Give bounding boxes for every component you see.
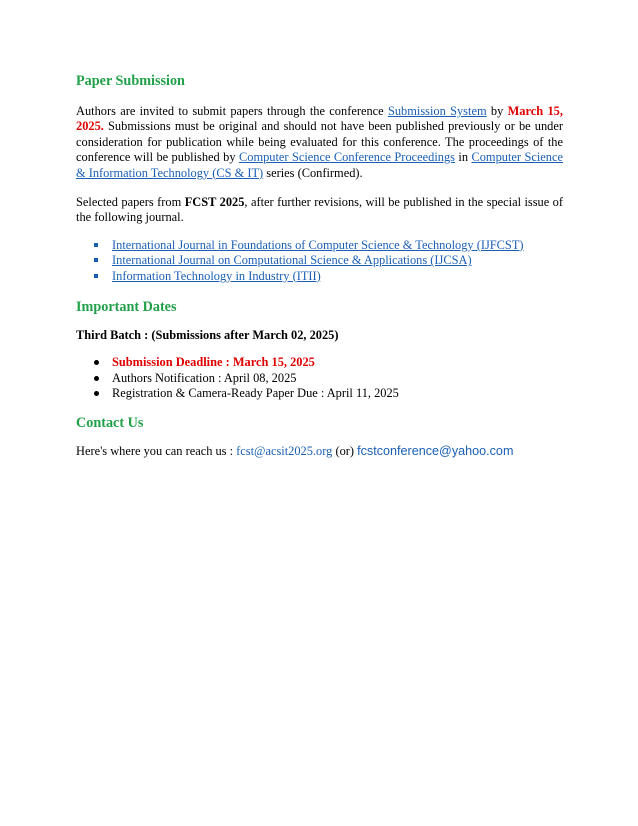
- by-text: by: [490, 104, 504, 118]
- journal-link-itii[interactable]: Information Technology in Industry (ITII): [112, 268, 321, 283]
- important-dates-heading: Important Dates: [76, 299, 177, 316]
- selected-papers-end-text: , after further revisions, will be published in the special issue of the following journal.: [76, 195, 564, 225]
- selected-papers-text: Selected papers from: [76, 195, 182, 210]
- authors-notification-item: Authors Notification : April 08, 2025: [112, 370, 297, 385]
- square-bullet-icon: [94, 243, 98, 247]
- contact-paragraph: [76, 444, 563, 459]
- cs-it-series-link[interactable]: Computer Science & Information Technology (CS & IT): [76, 150, 563, 180]
- submission-deadline-item: Submission Deadline : March 15, 2025: [112, 355, 315, 370]
- conference-name: FCST 2025: [184, 195, 245, 210]
- contact-text: Here's where you can reach us :: [76, 443, 234, 458]
- list-item: [94, 386, 563, 401]
- round-bullet-icon: [94, 376, 99, 381]
- submission-paragraph: [76, 104, 563, 181]
- dates-list: [76, 355, 563, 401]
- list-item: [94, 371, 563, 386]
- email-link-yahoo[interactable]: fcstconference@yahoo.com: [357, 443, 514, 458]
- cs-conference-proceedings-link[interactable]: Computer Science Conference Proceedings: [238, 150, 455, 165]
- contact-us-heading: Contact Us: [76, 414, 144, 431]
- list-item: [94, 355, 563, 370]
- square-bullet-icon: [94, 258, 98, 262]
- registration-camera-ready-item: Registration & Camera-Ready Paper Due : April 11, 2025: [112, 386, 399, 401]
- round-bullet-icon: [94, 391, 99, 396]
- intro-text: Authors are invited to submit papers through the conference: [76, 104, 384, 118]
- or-text: (or): [335, 443, 355, 458]
- list-item: [94, 238, 563, 253]
- list-item: [94, 253, 563, 268]
- selected-papers-paragraph: [76, 195, 563, 226]
- submission-body-text: Submissions must be original and should not have been published previously or be under consideration for publication while being evaluated for this conference. The proceedings of the conference will be published by: [76, 119, 563, 165]
- list-item: [94, 269, 563, 284]
- square-bullet-icon: [94, 274, 98, 278]
- submission-deadline-text: March 15, 2025.: [76, 104, 563, 134]
- journal-list: [76, 238, 563, 284]
- paper-submission-heading: Paper Submission: [76, 73, 185, 89]
- journal-link-ijcsa[interactable]: International Journal on Computational Science & Applications (IJCSA): [112, 253, 472, 268]
- document-page: [76, 72, 563, 459]
- submission-system-link[interactable]: Submission System: [387, 104, 487, 118]
- series-confirmed-text: series (Confirmed).: [266, 165, 363, 180]
- round-bullet-icon: [94, 360, 99, 365]
- email-link-acsit[interactable]: fcst@acsit2025.org: [236, 443, 333, 458]
- journal-link-ijfcst[interactable]: International Journal in Foundations of Computer Science & Technology (IJFCST): [112, 237, 524, 252]
- in-text: in: [458, 150, 469, 165]
- third-batch-label: Third Batch : (Submissions after March 02, 2025): [76, 328, 339, 343]
